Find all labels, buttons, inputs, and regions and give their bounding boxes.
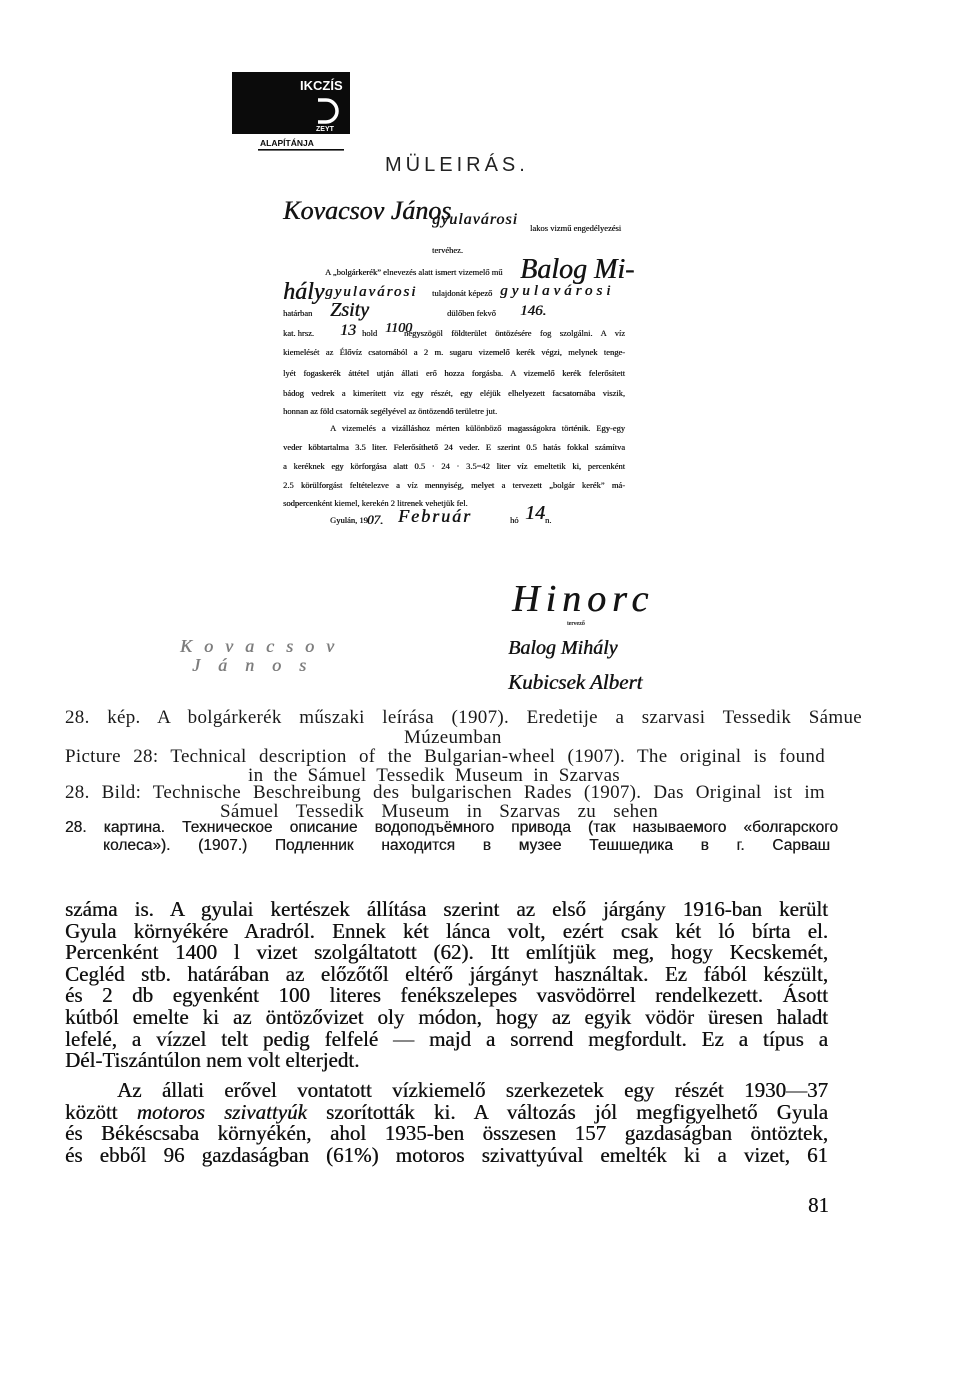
body-italic-term: motoros szivattyúk bbox=[136, 1099, 307, 1124]
body-paragraph-1 bbox=[65, 899, 828, 1072]
handwritten-plot-number: 146. bbox=[520, 303, 547, 319]
body-line: Az állati erővel vontatott vízkiemelő szerkezetek egy részét 1930—37 bbox=[117, 1078, 828, 1102]
stamp-mid-text: ZEYT bbox=[316, 126, 334, 133]
signature-applicant-line1: Kovacsov bbox=[180, 636, 346, 656]
document-line: bádog vedrek a kimerített viz egy részét, egy eléjük elhelyezett facsatornába viszik, bbox=[283, 388, 625, 398]
handwritten-town-2: gyulavárosi bbox=[500, 283, 615, 299]
body-text: szorították ki. A változás jól megfigyelhető Gyula bbox=[306, 1099, 828, 1124]
page-number: 81 bbox=[808, 1193, 829, 1217]
stamp-underline bbox=[258, 149, 344, 151]
document-area-text: négyszögöl földterület öntözésére fog szolgálni. A víz bbox=[404, 328, 625, 338]
handwritten-town-1: gyulavárosi bbox=[325, 284, 418, 300]
body-paragraph-2 bbox=[65, 1080, 828, 1166]
caption-english-line2: in the Sámuel Tessedik Museum in Szarvas bbox=[248, 765, 620, 786]
document-hold: hold bbox=[362, 328, 378, 338]
document-intro: lakos vizmű engedélyezési bbox=[530, 223, 622, 233]
document-date-place: Gyulán, 19 bbox=[330, 515, 368, 525]
body-line: száma is. A gyulai kertészek állítása szerint az első járgány 1916-ban került bbox=[65, 897, 828, 921]
document-line: honnan az föld csatornák segélyével az öntözendő területre jut. bbox=[283, 406, 498, 416]
handwritten-sqfathom-value: 1100 bbox=[385, 321, 412, 336]
handwritten-month: Február bbox=[398, 506, 472, 526]
document-line: veder köbtartalma 3.5 liter. Felerősíthető 24 veder. E szerint 0.5 hatás fokkal számítva bbox=[283, 442, 625, 452]
signature-witness: Kubicsek Albert bbox=[508, 670, 643, 694]
document-day-suffix: n. bbox=[545, 515, 552, 525]
stamp-top-text: IKCZÍS bbox=[300, 78, 343, 93]
document-field: dülőben fekvő bbox=[447, 308, 496, 318]
signature-designer-role: tervező bbox=[567, 621, 585, 627]
caption-german-line1: 28. Bild: Technische Beschreibung des bulgarischen Rades (1907). Das Original ist im bbox=[65, 782, 825, 803]
caption-german-line2: Sámuel Tessedik Museum in Szarvas zu sehen bbox=[220, 801, 658, 822]
document-line: A vizemelés a vizálláshoz mérten különböző magasságokra történik. Egy-egy bbox=[330, 423, 625, 433]
document-first-line: A „bolgárkerék” elnevezés alatt ismert vizemelő mű bbox=[325, 267, 503, 277]
handwritten-owner-a: Balog Mi- bbox=[520, 254, 635, 285]
body-line: és 2 db egyenként 100 literes fenékszelepes vasvödörrel rendelkezett. Ásott bbox=[65, 983, 828, 1008]
caption-russian-line1: 28. картина. Техническое описание водоподъёмного привода (так называемого «болгарского bbox=[65, 819, 838, 836]
document-title: MÜLEIRÁS. bbox=[385, 154, 529, 176]
document-month-suffix: hó bbox=[510, 515, 519, 525]
signature-applicant-line2: János bbox=[192, 655, 324, 675]
body-line: Dél-Tiszántúlon nem volt elterjedt. bbox=[65, 1048, 360, 1073]
handwritten-owner-b: hály bbox=[283, 279, 325, 305]
document-line: lyét fogaskerék áttétel utján állati erő hozza forgásba. A vizemelő kerék felerősített bbox=[283, 368, 625, 378]
body-line: és ebből 96 gazdaságban (61%) motoros szivattyúval emelték ki a vizet, 61 bbox=[65, 1142, 828, 1167]
caption-hungarian-line2: Múzeumban bbox=[404, 727, 502, 748]
body-line: kútból emelte ki az öntözővizet oly módon, hogy az egyik vödör üresen haladt bbox=[65, 1004, 828, 1029]
document-border: határban bbox=[283, 308, 313, 318]
document-line: sodpercenként kiemel, kerekén 2 litrenek vehetjük fel. bbox=[283, 498, 468, 508]
caption-english-line1: Picture 28: Technical description of the Bulgarian-wheel (1907). The original is found bbox=[65, 746, 825, 767]
body-line: lefelé, a vízzel telt pedig felfelé — majd a sorrend megfordult. Ez a típus a bbox=[65, 1026, 828, 1051]
handwritten-hold-value: 13 bbox=[340, 322, 356, 339]
caption-russian-line2: колеса»). (1907.) Подленник находится в музее Тешшедика в г. Сарваш bbox=[103, 837, 830, 854]
body-line: és Békéscsaba környékén, ahol 1935-ben összesen 157 gazdaságban öntöztek, bbox=[65, 1121, 828, 1146]
document-intro-end: tervéhez. bbox=[432, 245, 463, 255]
museum-stamp bbox=[232, 70, 354, 156]
document-ownership: tulajdonát képező bbox=[432, 288, 493, 298]
document-line: a keréknek egy körforgása alatt 0.5 · 24 · 3.5=42 liter víz emeltetik ki, percenként bbox=[283, 461, 625, 471]
signature-owner: Balog Mihály bbox=[508, 637, 618, 659]
body-line: Gyula környékére Aradról. Ennek két lánca volt, ezért csak két ló bírta el. bbox=[65, 918, 828, 943]
signature-designer: Hinorc bbox=[512, 578, 655, 620]
document-lot: kat. hrsz. bbox=[283, 328, 314, 338]
handwritten-area-name: Zsity bbox=[330, 299, 369, 321]
body-line bbox=[65, 1099, 828, 1124]
body-line: Cegléd stb. határában az előzőtől eltérő járgányt használtak. Ez fából készült, bbox=[65, 961, 828, 986]
handwritten-year: 07. bbox=[367, 512, 384, 527]
body-line: Percenként 1400 l vizet szolgáltatott (62). Itt említjük meg, hogy Kecskemét, bbox=[65, 940, 828, 965]
document-line: 2.5 körülforgást feltételezve a víz mennyiség, melyet a tervezett „bolgár kerék” má- bbox=[283, 480, 625, 490]
handwritten-applicant-town: gyulavárosi bbox=[432, 211, 518, 228]
handwritten-applicant-name: Kovacsov János bbox=[283, 196, 452, 225]
body-text: között bbox=[65, 1099, 137, 1124]
document-line: kiemelését az Élővíz csatornából a 2 m. sugaru vizemelő kerék végzi, melynek tenge- bbox=[283, 347, 625, 357]
handwritten-day: 14 bbox=[525, 502, 545, 524]
stamp-bottom-text: ALAPÍTÁNJA bbox=[260, 138, 314, 148]
caption-hungarian-line1: 28. kép. A bolgárkerék műszaki leírása (1907). Eredetije a szarvasi Tessedik Sámue bbox=[65, 707, 862, 728]
